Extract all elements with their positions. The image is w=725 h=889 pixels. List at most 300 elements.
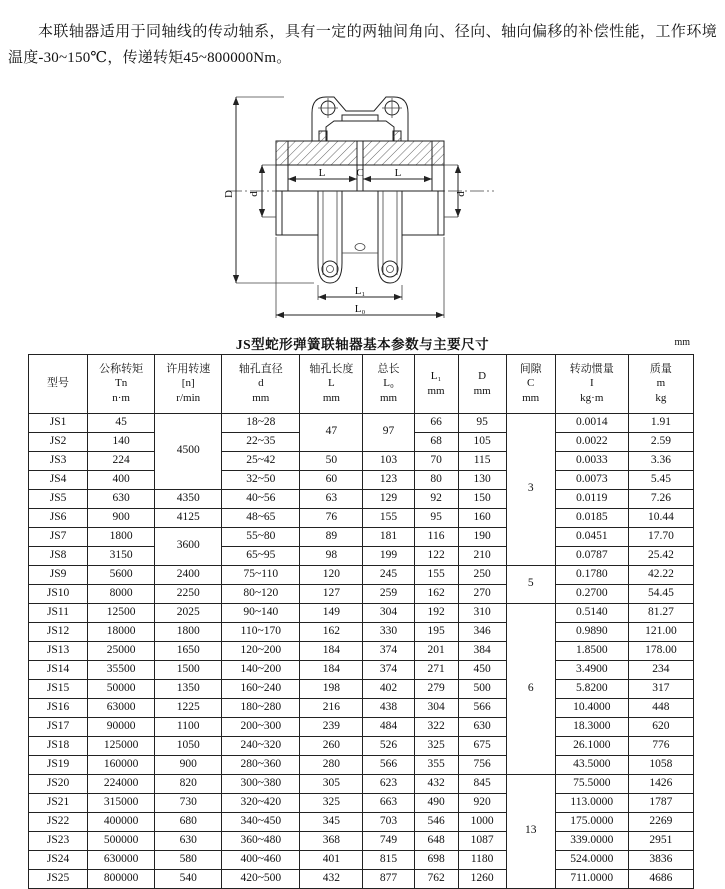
table-row [29, 584, 694, 603]
table-row [29, 736, 694, 755]
table-cell: 1100 [155, 717, 222, 736]
table-cell: 22~35 [222, 432, 300, 451]
table-row [29, 755, 694, 774]
table-cell: 0.0022 [555, 432, 628, 451]
table-cell: 25.42 [628, 546, 693, 565]
table-cell: 0.0451 [555, 527, 628, 546]
table-cell: 2951 [628, 831, 693, 850]
table-cell: 4500 [155, 413, 222, 489]
table-cell: 130 [458, 470, 506, 489]
table-cell: 120~200 [222, 641, 300, 660]
table-cell: 63000 [88, 698, 155, 717]
column-header: 型号 [29, 354, 88, 413]
table-cell: 0.9890 [555, 622, 628, 641]
table-cell: 402 [363, 679, 414, 698]
table-cell: JS6 [29, 508, 88, 527]
table-cell: 1058 [628, 755, 693, 774]
table-cell: 160 [458, 508, 506, 527]
table-cell: 245 [363, 565, 414, 584]
table-cell: 0.0033 [555, 451, 628, 470]
table-title-row [25, 333, 700, 351]
table-cell: JS23 [29, 831, 88, 850]
table-row [29, 698, 694, 717]
table-cell: 317 [628, 679, 693, 698]
table-cell: 300~380 [222, 774, 300, 793]
table-cell: 730 [155, 793, 222, 812]
table-cell: JS24 [29, 850, 88, 869]
table-cell: 224 [88, 451, 155, 470]
table-cell: 198 [300, 679, 363, 698]
table-cell: 1.8500 [555, 641, 628, 660]
table-cell: 5600 [88, 565, 155, 584]
table-cell: 75~110 [222, 565, 300, 584]
table-cell: 10.44 [628, 508, 693, 527]
table-cell: 7.26 [628, 489, 693, 508]
table-cell: JS25 [29, 869, 88, 888]
table-cell: 620 [628, 717, 693, 736]
table-cell: 65~95 [222, 546, 300, 565]
table-cell: 160000 [88, 755, 155, 774]
table-cell: 749 [363, 831, 414, 850]
table-cell: 310 [458, 603, 506, 622]
parameters-table [28, 354, 694, 889]
table-cell: 279 [414, 679, 458, 698]
dim-label-L-right: L [394, 166, 402, 179]
table-cell: 32~50 [222, 470, 300, 489]
table-row [29, 546, 694, 565]
table-cell: 25000 [88, 641, 155, 660]
table-cell: 105 [458, 432, 506, 451]
table-cell: 330 [363, 622, 414, 641]
table-cell: 3836 [628, 850, 693, 869]
table-cell: 920 [458, 793, 506, 812]
table-row [29, 508, 694, 527]
table-cell: 3.4900 [555, 660, 628, 679]
dim-label-L1: L₁ [354, 284, 366, 297]
table-cell: 1260 [458, 869, 506, 888]
table-cell: 160~240 [222, 679, 300, 698]
table-cell: 18~28 [222, 413, 300, 432]
table-title: JS型蛇形弹簧联轴器基本参数与主要尺寸 [235, 336, 490, 352]
table-cell: 368 [300, 831, 363, 850]
table-cell: 845 [458, 774, 506, 793]
table-cell: 401 [300, 850, 363, 869]
column-header: D mm [458, 354, 506, 413]
table-cell: 270 [458, 584, 506, 603]
table-cell: 3.36 [628, 451, 693, 470]
table-unit-note: mm [674, 336, 690, 348]
table-cell: 432 [414, 774, 458, 793]
table-cell: 346 [458, 622, 506, 641]
dim-label-L-left: L [318, 166, 326, 179]
column-header: 许用转速 [n] r/min [155, 354, 222, 413]
table-cell: 800000 [88, 869, 155, 888]
table-cell: 26.1000 [555, 736, 628, 755]
table-cell: JS18 [29, 736, 88, 755]
table-cell: 224000 [88, 774, 155, 793]
table-cell: 0.5140 [555, 603, 628, 622]
column-header: 间隙 C mm [506, 354, 555, 413]
table-body [29, 413, 694, 888]
table-cell: 374 [363, 660, 414, 679]
table-cell: 6 [506, 603, 555, 774]
table-cell: 259 [363, 584, 414, 603]
coupling-drawing [0, 87, 725, 329]
table-cell: 75.5000 [555, 774, 628, 793]
table-row [29, 793, 694, 812]
table-row [29, 603, 694, 622]
table-cell: 315000 [88, 793, 155, 812]
table-cell: 0.2700 [555, 584, 628, 603]
table-cell: JS20 [29, 774, 88, 793]
table-cell: 155 [414, 565, 458, 584]
table-cell: 5.45 [628, 470, 693, 489]
table-cell: 355 [414, 755, 458, 774]
table-cell: 0.1780 [555, 565, 628, 584]
table-cell: 3 [506, 413, 555, 565]
table-cell: 45 [88, 413, 155, 432]
table-cell: 50 [300, 451, 363, 470]
table-cell: 80~120 [222, 584, 300, 603]
table-cell: 305 [300, 774, 363, 793]
table-cell: 140 [88, 432, 155, 451]
table-cell: 1180 [458, 850, 506, 869]
table-cell: 630 [458, 717, 506, 736]
table-cell: 162 [300, 622, 363, 641]
table-cell: 250 [458, 565, 506, 584]
table-cell: 0.0073 [555, 470, 628, 489]
table-cell: 240~320 [222, 736, 300, 755]
table-cell: JS21 [29, 793, 88, 812]
table-cell: 1800 [155, 622, 222, 641]
table-cell: 55~80 [222, 527, 300, 546]
table-cell: 184 [300, 641, 363, 660]
table-cell: 201 [414, 641, 458, 660]
table-cell: JS5 [29, 489, 88, 508]
column-header: 轴孔直径 d mm [222, 354, 300, 413]
table-cell: 125000 [88, 736, 155, 755]
table-cell: 178.00 [628, 641, 693, 660]
table-cell: 140~200 [222, 660, 300, 679]
table-cell: 260 [300, 736, 363, 755]
table-cell: 98 [300, 546, 363, 565]
table-cell: 1087 [458, 831, 506, 850]
table-cell: 776 [628, 736, 693, 755]
table-cell: 490 [414, 793, 458, 812]
table-cell: 4350 [155, 489, 222, 508]
table-cell: 1500 [155, 660, 222, 679]
table-cell: 175.0000 [555, 812, 628, 831]
table-cell: 2269 [628, 812, 693, 831]
table-cell: JS7 [29, 527, 88, 546]
table-cell: 1225 [155, 698, 222, 717]
table-cell: 580 [155, 850, 222, 869]
table-cell: 116 [414, 527, 458, 546]
table-cell: JS11 [29, 603, 88, 622]
table-cell: 304 [363, 603, 414, 622]
table-cell: 322 [414, 717, 458, 736]
table-cell: 0.0787 [555, 546, 628, 565]
table-cell: 42.22 [628, 565, 693, 584]
table-cell: 18000 [88, 622, 155, 641]
table-cell: 10.4000 [555, 698, 628, 717]
table-cell: 325 [414, 736, 458, 755]
table-cell: 484 [363, 717, 414, 736]
table-cell: 13 [506, 774, 555, 888]
table-cell: 524.0000 [555, 850, 628, 869]
dim-label-C: C [356, 166, 364, 179]
table-cell: 200~300 [222, 717, 300, 736]
table-cell: 900 [88, 508, 155, 527]
table-cell: 239 [300, 717, 363, 736]
table-cell: 762 [414, 869, 458, 888]
table-cell: 374 [363, 641, 414, 660]
table-cell: JS2 [29, 432, 88, 451]
table-row [29, 679, 694, 698]
table-cell: 820 [155, 774, 222, 793]
table-cell: 3600 [155, 527, 222, 565]
column-header: 总长 L₀ mm [363, 354, 414, 413]
table-cell: 280~360 [222, 755, 300, 774]
table-cell: 320~420 [222, 793, 300, 812]
table-cell: 630 [155, 831, 222, 850]
intro-paragraph: 本联轴器适用于同轴线的传动轴系，具有一定的两轴间角向、径向、轴向偏移的补偿性能，工作环境温度-30~150℃，传递转矩45~800000Nm。 [8, 24, 717, 66]
table-row [29, 641, 694, 660]
table-cell: 25~42 [222, 451, 300, 470]
table-cell: 4125 [155, 508, 222, 527]
table-cell: 95 [414, 508, 458, 527]
table-cell: 2025 [155, 603, 222, 622]
table-cell: 1426 [628, 774, 693, 793]
table-cell: 663 [363, 793, 414, 812]
table-cell: 18.3000 [555, 717, 628, 736]
table-cell: 216 [300, 698, 363, 717]
table-row [29, 812, 694, 831]
table-cell: 120 [300, 565, 363, 584]
table-cell: 0.0185 [555, 508, 628, 527]
table-cell: 698 [414, 850, 458, 869]
table-cell: 80 [414, 470, 458, 489]
table-cell: 129 [363, 489, 414, 508]
table-cell: 526 [363, 736, 414, 755]
table-cell: 103 [363, 451, 414, 470]
table-row [29, 869, 694, 888]
table-row [29, 717, 694, 736]
table-cell: 66 [414, 413, 458, 432]
table-cell: 81.27 [628, 603, 693, 622]
table-row [29, 850, 694, 869]
table-cell: 155 [363, 508, 414, 527]
column-header: L₁ mm [414, 354, 458, 413]
table-cell: 5.8200 [555, 679, 628, 698]
table-row [29, 774, 694, 793]
table-cell: 623 [363, 774, 414, 793]
table-cell: 181 [363, 527, 414, 546]
table-cell: 95 [458, 413, 506, 432]
table-cell: 199 [363, 546, 414, 565]
table-cell: 92 [414, 489, 458, 508]
table-row [29, 527, 694, 546]
table-row [29, 451, 694, 470]
table-cell: 89 [300, 527, 363, 546]
table-cell: 566 [458, 698, 506, 717]
table-cell: JS4 [29, 470, 88, 489]
table-cell: 2400 [155, 565, 222, 584]
table-cell: JS10 [29, 584, 88, 603]
table-row [29, 831, 694, 850]
dim-label-D: D [223, 189, 235, 198]
coupling-section-view [222, 87, 502, 329]
table-cell: 0.0014 [555, 413, 628, 432]
dim-label-L0: L₀ [354, 302, 366, 315]
table-cell: 122 [414, 546, 458, 565]
table-cell: 630 [88, 489, 155, 508]
table-cell: 1050 [155, 736, 222, 755]
table-cell: 149 [300, 603, 363, 622]
table-row [29, 413, 694, 432]
table-cell: 432 [300, 869, 363, 888]
table-cell: 630000 [88, 850, 155, 869]
table-cell: 63 [300, 489, 363, 508]
table-cell: 70 [414, 451, 458, 470]
table-cell: 210 [458, 546, 506, 565]
table-cell: 47 [300, 413, 363, 451]
table-cell: 90~140 [222, 603, 300, 622]
table-cell: 150 [458, 489, 506, 508]
table-cell: 121.00 [628, 622, 693, 641]
table-cell: 304 [414, 698, 458, 717]
table-cell: 384 [458, 641, 506, 660]
table-cell: 680 [155, 812, 222, 831]
table-cell: 2.59 [628, 432, 693, 451]
table-cell: 420~500 [222, 869, 300, 888]
table-cell: 711.0000 [555, 869, 628, 888]
table-cell: JS22 [29, 812, 88, 831]
column-header: 轴孔长度 L mm [300, 354, 363, 413]
table-cell: 1650 [155, 641, 222, 660]
table-cell: 1000 [458, 812, 506, 831]
table-cell: 438 [363, 698, 414, 717]
table-cell: 566 [363, 755, 414, 774]
table-cell: 345 [300, 812, 363, 831]
table-cell: 76 [300, 508, 363, 527]
table-row [29, 660, 694, 679]
dim-label-d-right: d [455, 190, 467, 197]
table-cell: 115 [458, 451, 506, 470]
table-row [29, 622, 694, 641]
table-cell: 5 [506, 565, 555, 603]
table-row [29, 489, 694, 508]
table-cell: 43.5000 [555, 755, 628, 774]
table-cell: JS13 [29, 641, 88, 660]
table-cell: 815 [363, 850, 414, 869]
table-cell: 234 [628, 660, 693, 679]
table-cell: 450 [458, 660, 506, 679]
table-cell: JS14 [29, 660, 88, 679]
table-cell: 448 [628, 698, 693, 717]
table-cell: JS19 [29, 755, 88, 774]
table-cell: 48~65 [222, 508, 300, 527]
table-cell: 40~56 [222, 489, 300, 508]
table-cell: 60 [300, 470, 363, 489]
table-cell: 900 [155, 755, 222, 774]
table-cell: 17.70 [628, 527, 693, 546]
table-cell: 540 [155, 869, 222, 888]
table-cell: 50000 [88, 679, 155, 698]
table-cell: 192 [414, 603, 458, 622]
table-cell: 190 [458, 527, 506, 546]
table-cell: 271 [414, 660, 458, 679]
table-cell: 8000 [88, 584, 155, 603]
table-cell: 90000 [88, 717, 155, 736]
table-cell: 1800 [88, 527, 155, 546]
table-cell: 400 [88, 470, 155, 489]
table-cell: 756 [458, 755, 506, 774]
table-cell: 648 [414, 831, 458, 850]
table-cell: JS17 [29, 717, 88, 736]
header-row [29, 354, 694, 413]
table-cell: 1.91 [628, 413, 693, 432]
table-cell: 877 [363, 869, 414, 888]
table-cell: 500000 [88, 831, 155, 850]
table-cell: 400000 [88, 812, 155, 831]
column-header: 转动惯量 I kg·m [555, 354, 628, 413]
table-cell: JS8 [29, 546, 88, 565]
column-header: 质量 m kg [628, 354, 693, 413]
table-cell: 68 [414, 432, 458, 451]
table-cell: JS9 [29, 565, 88, 584]
table-cell: JS12 [29, 622, 88, 641]
table-cell: 195 [414, 622, 458, 641]
table-cell: 0.0119 [555, 489, 628, 508]
table-cell: 500 [458, 679, 506, 698]
table-cell: 113.0000 [555, 793, 628, 812]
table-cell: 54.45 [628, 584, 693, 603]
table-cell: 180~280 [222, 698, 300, 717]
table-cell: JS15 [29, 679, 88, 698]
table-cell: 1787 [628, 793, 693, 812]
table-cell: 280 [300, 755, 363, 774]
table-cell: JS3 [29, 451, 88, 470]
table-cell: 123 [363, 470, 414, 489]
dim-label-d-left: d [248, 190, 260, 197]
table-cell: 340~450 [222, 812, 300, 831]
table-cell: 2250 [155, 584, 222, 603]
table-cell: JS1 [29, 413, 88, 432]
column-header: 公称转矩 Tn n·m [88, 354, 155, 413]
table-cell: 4686 [628, 869, 693, 888]
table-cell: 703 [363, 812, 414, 831]
table-cell: 3150 [88, 546, 155, 565]
table-header [29, 354, 694, 413]
table-row [29, 565, 694, 584]
table-cell: 12500 [88, 603, 155, 622]
table-cell: 97 [363, 413, 414, 451]
table-cell: 127 [300, 584, 363, 603]
table-cell: 110~170 [222, 622, 300, 641]
table-cell: 184 [300, 660, 363, 679]
table-cell: 675 [458, 736, 506, 755]
table-cell: JS16 [29, 698, 88, 717]
table-cell: 1350 [155, 679, 222, 698]
table-row [29, 470, 694, 489]
table-cell: 339.0000 [555, 831, 628, 850]
table-cell: 162 [414, 584, 458, 603]
table-cell: 546 [414, 812, 458, 831]
table-cell: 360~480 [222, 831, 300, 850]
table-cell: 35500 [88, 660, 155, 679]
table-cell: 325 [300, 793, 363, 812]
